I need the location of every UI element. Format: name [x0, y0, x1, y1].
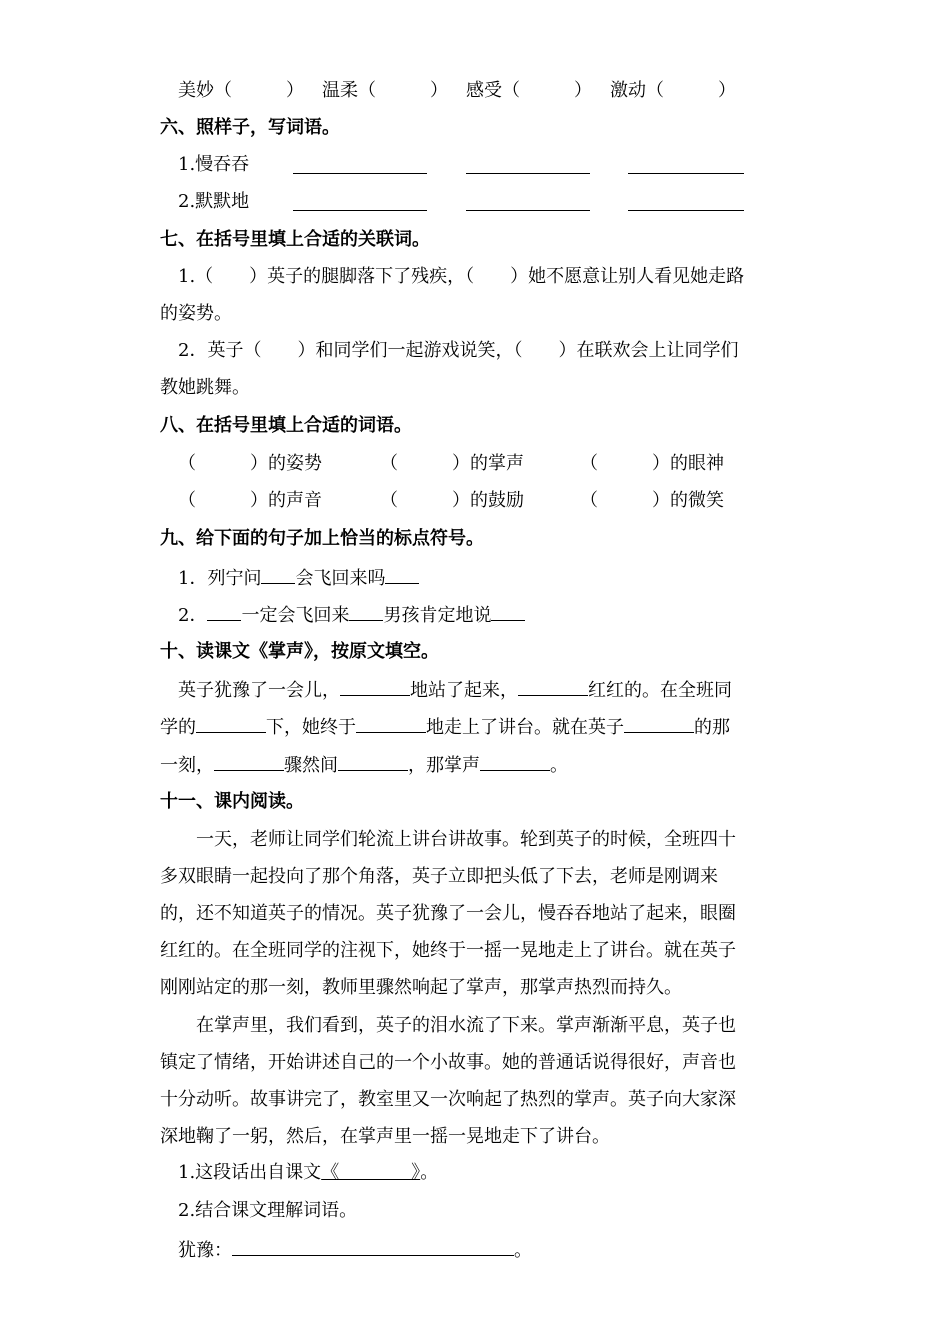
lesson-title-blank[interactable]: 《 》 — [321, 1162, 421, 1183]
fill-blank[interactable] — [356, 714, 426, 733]
fill-blank[interactable] — [338, 752, 408, 771]
reading-line: 刚刚站定的那一刻，教师里骤然响起了掌声，那掌声热烈而持久。 — [160, 977, 682, 998]
q8-item: （ ）的微笑 — [580, 490, 724, 511]
q10-text: 的那 — [694, 717, 730, 738]
reading-line: 的，还不知道英子的情况。英子犹豫了一会儿，慢吞吞地站了起来，眼圈 — [160, 903, 736, 924]
reading-line: 十分动听。故事讲完了，教室里又一次响起了热烈的掌声。英子向大家深 — [160, 1089, 736, 1110]
reading-paragraph-2 — [160, 1008, 790, 1156]
q7-line: 的姿势。 — [160, 303, 232, 324]
punct-blank[interactable] — [491, 602, 525, 621]
q11-title: 十一、课内阅读。 — [160, 791, 304, 812]
q5-item-4: 激动（ ） — [610, 80, 736, 101]
q10-text: 。 — [550, 755, 568, 776]
reading-line: 红红的。在全班同学的注视下，她终于一摇一晃地走上了讲台。就在英子 — [160, 940, 736, 961]
q10-text: 地站了起来， — [410, 680, 518, 701]
q8-item: （ ）的姿势 — [178, 453, 322, 474]
q8-title: 八、在括号里填上合适的词语。 — [160, 415, 412, 436]
q5-item-2: 温柔（ ） — [322, 80, 448, 101]
q10-text: 下，她终于 — [266, 717, 356, 738]
q9-line-2 — [178, 602, 525, 628]
q10-title: 十、读课文《掌声》，按原文填空。 — [160, 641, 439, 662]
q9-text: 2． — [178, 605, 208, 626]
fill-blank[interactable] — [196, 714, 266, 733]
q6-title: 六、照样子，写词语。 — [160, 117, 340, 138]
q10-text: 骤然间 — [284, 755, 338, 776]
q11-text: 犹豫： — [178, 1240, 232, 1261]
fill-blank[interactable] — [340, 677, 410, 696]
q11-sub-3 — [178, 1237, 532, 1263]
reading-line: 在掌声里，我们看到，英子的泪水流了下来。掌声渐渐平息，英子也 — [160, 1015, 736, 1036]
q10-text: 英子犹豫了一会儿， — [178, 680, 340, 701]
q9-line-1 — [178, 565, 419, 591]
q7-line: 1.（ ）英子的腿脚落下了残疾，（ ）她不愿意让别人看见她走路 — [178, 266, 745, 287]
q10-text: ，那掌声 — [408, 755, 480, 776]
punct-blank[interactable] — [349, 602, 383, 621]
q6-item-2: 2.默默地 — [178, 191, 250, 212]
q10-line-2 — [160, 714, 730, 740]
q8-item: （ ）的鼓励 — [380, 490, 524, 511]
q6-blank[interactable] — [293, 192, 427, 211]
reading-paragraph-1 — [160, 822, 790, 1007]
reading-line: 镇定了情绪，开始讲述自己的一个小故事。她的普通话说得很好，声音也 — [160, 1052, 736, 1073]
fill-blank[interactable] — [624, 714, 694, 733]
q11-text: 。 — [420, 1162, 439, 1183]
reading-line: 深地鞠了一躬，然后，在掌声里一摇一晃地走下了讲台。 — [160, 1126, 610, 1147]
fill-blank[interactable] — [214, 752, 284, 771]
q6-blank[interactable] — [628, 155, 744, 174]
reading-line: 多双眼睛一起投向了那个角落，英子立即把头低了下去，老师是刚调来 — [160, 866, 718, 887]
punct-blank[interactable] — [385, 565, 419, 584]
q6-blank[interactable] — [466, 192, 590, 211]
q6-blank[interactable] — [293, 155, 427, 174]
fill-blank[interactable] — [518, 677, 588, 696]
reading-line: 一天，老师让同学们轮流上讲台讲故事。轮到英子的时候，全班四十 — [160, 829, 736, 850]
q11-sub-1 — [178, 1161, 438, 1185]
q5-item-3: 感受（ ） — [466, 80, 592, 101]
q8-item: （ ）的眼神 — [580, 453, 724, 474]
punct-blank[interactable] — [261, 565, 295, 584]
q11-text: 1.这段话出自课文 — [178, 1162, 322, 1183]
q10-text: 学的 — [160, 717, 196, 738]
q10-text: 红红的。在全班同 — [588, 680, 732, 701]
q8-item: （ ）的掌声 — [380, 453, 524, 474]
q7-line: 教她跳舞。 — [160, 377, 250, 398]
q7-line: 2．英子（ ）和同学们一起游戏说笑，（ ）在联欢会上让同学们 — [178, 340, 739, 361]
q9-text: 男孩肯定地说 — [383, 605, 492, 626]
punct-blank[interactable] — [207, 602, 241, 621]
q11-sub-2: 2.结合课文理解词语。 — [178, 1200, 358, 1221]
q10-line-3 — [160, 752, 568, 778]
q11-text: 。 — [514, 1240, 532, 1261]
q6-blank[interactable] — [628, 192, 744, 211]
q9-title: 九、给下面的句子加上恰当的标点符号。 — [160, 528, 484, 549]
q5-item-1: 美妙（ ） — [178, 80, 304, 101]
q9-text: 1．列宁问 — [178, 568, 262, 589]
q6-blank[interactable] — [466, 155, 590, 174]
q9-text: 一定会飞回来 — [241, 605, 350, 626]
q9-text: 会飞回来吗 — [295, 568, 386, 589]
q7-title: 七、在括号里填上合适的关联词。 — [160, 229, 430, 250]
q10-line-1 — [178, 677, 732, 703]
q8-item: （ ）的声音 — [178, 490, 322, 511]
meaning-blank[interactable] — [232, 1237, 514, 1256]
q6-item-1: 1.慢吞吞 — [178, 154, 250, 175]
q10-text: 一刻， — [160, 755, 214, 776]
fill-blank[interactable] — [480, 752, 550, 771]
q10-text: 地走上了讲台。就在英子 — [426, 717, 624, 738]
